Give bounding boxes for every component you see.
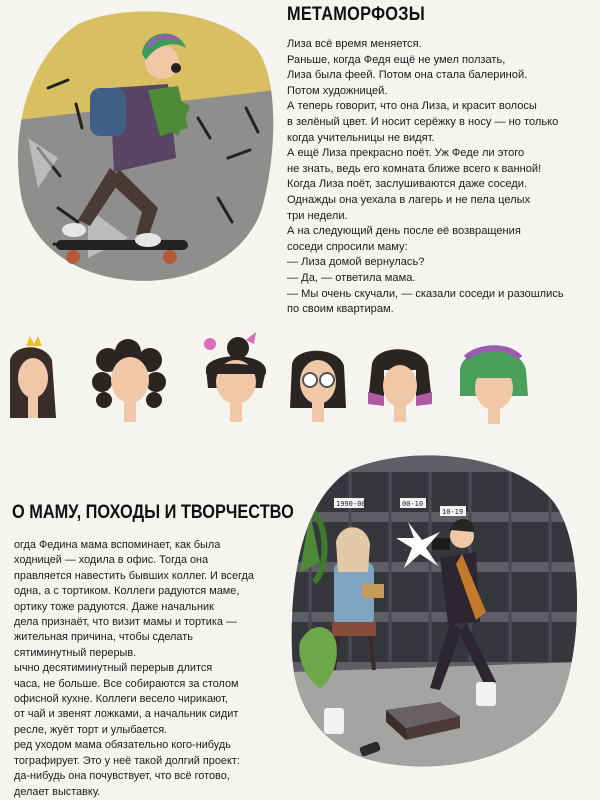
skateboarder-illustration bbox=[18, 8, 276, 284]
text-line: А теперь говорит, что она Лиза, и красит волосы bbox=[287, 100, 537, 113]
face-fairy bbox=[10, 336, 56, 418]
face-green-hair bbox=[460, 348, 528, 424]
text-line: ычно десятиминутный перерыв длится bbox=[14, 662, 213, 675]
text-line: в зелёный цвет. И носит серёжку в носу — но только bbox=[287, 115, 559, 128]
text-line: тографирует. Это у неё такой долгий проект: bbox=[14, 754, 240, 767]
archive-label: 10-19 bbox=[442, 508, 464, 516]
text-line: офисной кухне. Коллеги весело чирикают, bbox=[14, 693, 228, 706]
face-ballerina-bun bbox=[204, 332, 266, 422]
text-line: ресле, жуёт торт и улыбается. bbox=[14, 723, 168, 736]
text-line: сятиминутный перерыв. bbox=[14, 646, 137, 659]
text-line: не знать, ведь его комната ближе всего к ванной! bbox=[287, 162, 542, 175]
face-curly-hair bbox=[92, 339, 166, 422]
text-line: соседи спросили маму: bbox=[287, 240, 408, 253]
story-text-metamorphoses bbox=[287, 37, 587, 318]
text-line: ортику тоже радуются. Даже начальник bbox=[14, 600, 214, 613]
section-title-metamorphoses: МЕТАМОРФОЗЫ bbox=[287, 4, 426, 25]
text-line: А на следующий день после её возвращения bbox=[287, 225, 521, 238]
archive-label: 1990-00 bbox=[336, 500, 366, 508]
text-line: дела признаёт, что визит мамы и тортика — bbox=[14, 616, 237, 629]
text-line: Лиза всё время меняется. bbox=[287, 38, 422, 50]
text-line: ред уходом мама обязательно кого-нибудь bbox=[14, 739, 231, 752]
text-line: Однажды она уехала в лагерь и не пела целых bbox=[287, 193, 531, 206]
archive-label: 00-10 bbox=[402, 500, 424, 508]
section-title-mom: О МАМУ, ПОХОДЫ И ТВОРЧЕСТВО bbox=[12, 502, 294, 523]
story-text-mom bbox=[14, 538, 276, 800]
text-line: от чай и звенят ложками, а начальник сидит bbox=[14, 708, 239, 721]
text-line: правляется навестить бывших коллег. И всегда bbox=[14, 569, 254, 582]
text-line: Раньше, когда Федя ещё не умел ползать, bbox=[287, 53, 506, 66]
text-line: Когда Лиза поёт, заслушиваются даже соседи. bbox=[287, 178, 527, 191]
text-line: когда учительницы не видят. bbox=[287, 131, 435, 144]
text-line: Лиза была феей. Потом она стала балериной. bbox=[287, 69, 528, 82]
text-line: по своим квартирам. bbox=[287, 303, 394, 316]
text-line: ходницей — ходила в офис. Тогда она bbox=[14, 554, 209, 567]
text-line: три недели. bbox=[287, 209, 348, 222]
text-line: часа, не больше. Все собираются за столом bbox=[14, 677, 239, 690]
faces-illustration-row bbox=[0, 330, 600, 430]
face-pink-tips bbox=[368, 349, 432, 422]
text-line: делает выставку. bbox=[14, 785, 101, 798]
text-line: — Мы очень скучали, — сказали соседи и разошлись bbox=[287, 287, 564, 300]
text-line: Потом художницей. bbox=[287, 84, 388, 97]
text-line: — Лиза домой вернулась? bbox=[287, 256, 425, 269]
archive-photographer-illustration bbox=[290, 452, 582, 770]
text-line: жительная причина, чтобы сделать bbox=[14, 631, 193, 644]
text-line: А ещё Лиза прекрасно поёт. Уж Феде ли этого bbox=[287, 147, 525, 160]
text-line: огда Федина мама вспоминает, как была bbox=[14, 539, 221, 551]
text-line: — Да, — ответила мама. bbox=[287, 271, 416, 284]
face-round-glasses bbox=[290, 351, 346, 422]
text-line: да-нибудь она почувствует, что всё готово, bbox=[14, 770, 230, 783]
text-line: одна, а с тортиком. Коллеги радуются маме, bbox=[14, 585, 240, 598]
